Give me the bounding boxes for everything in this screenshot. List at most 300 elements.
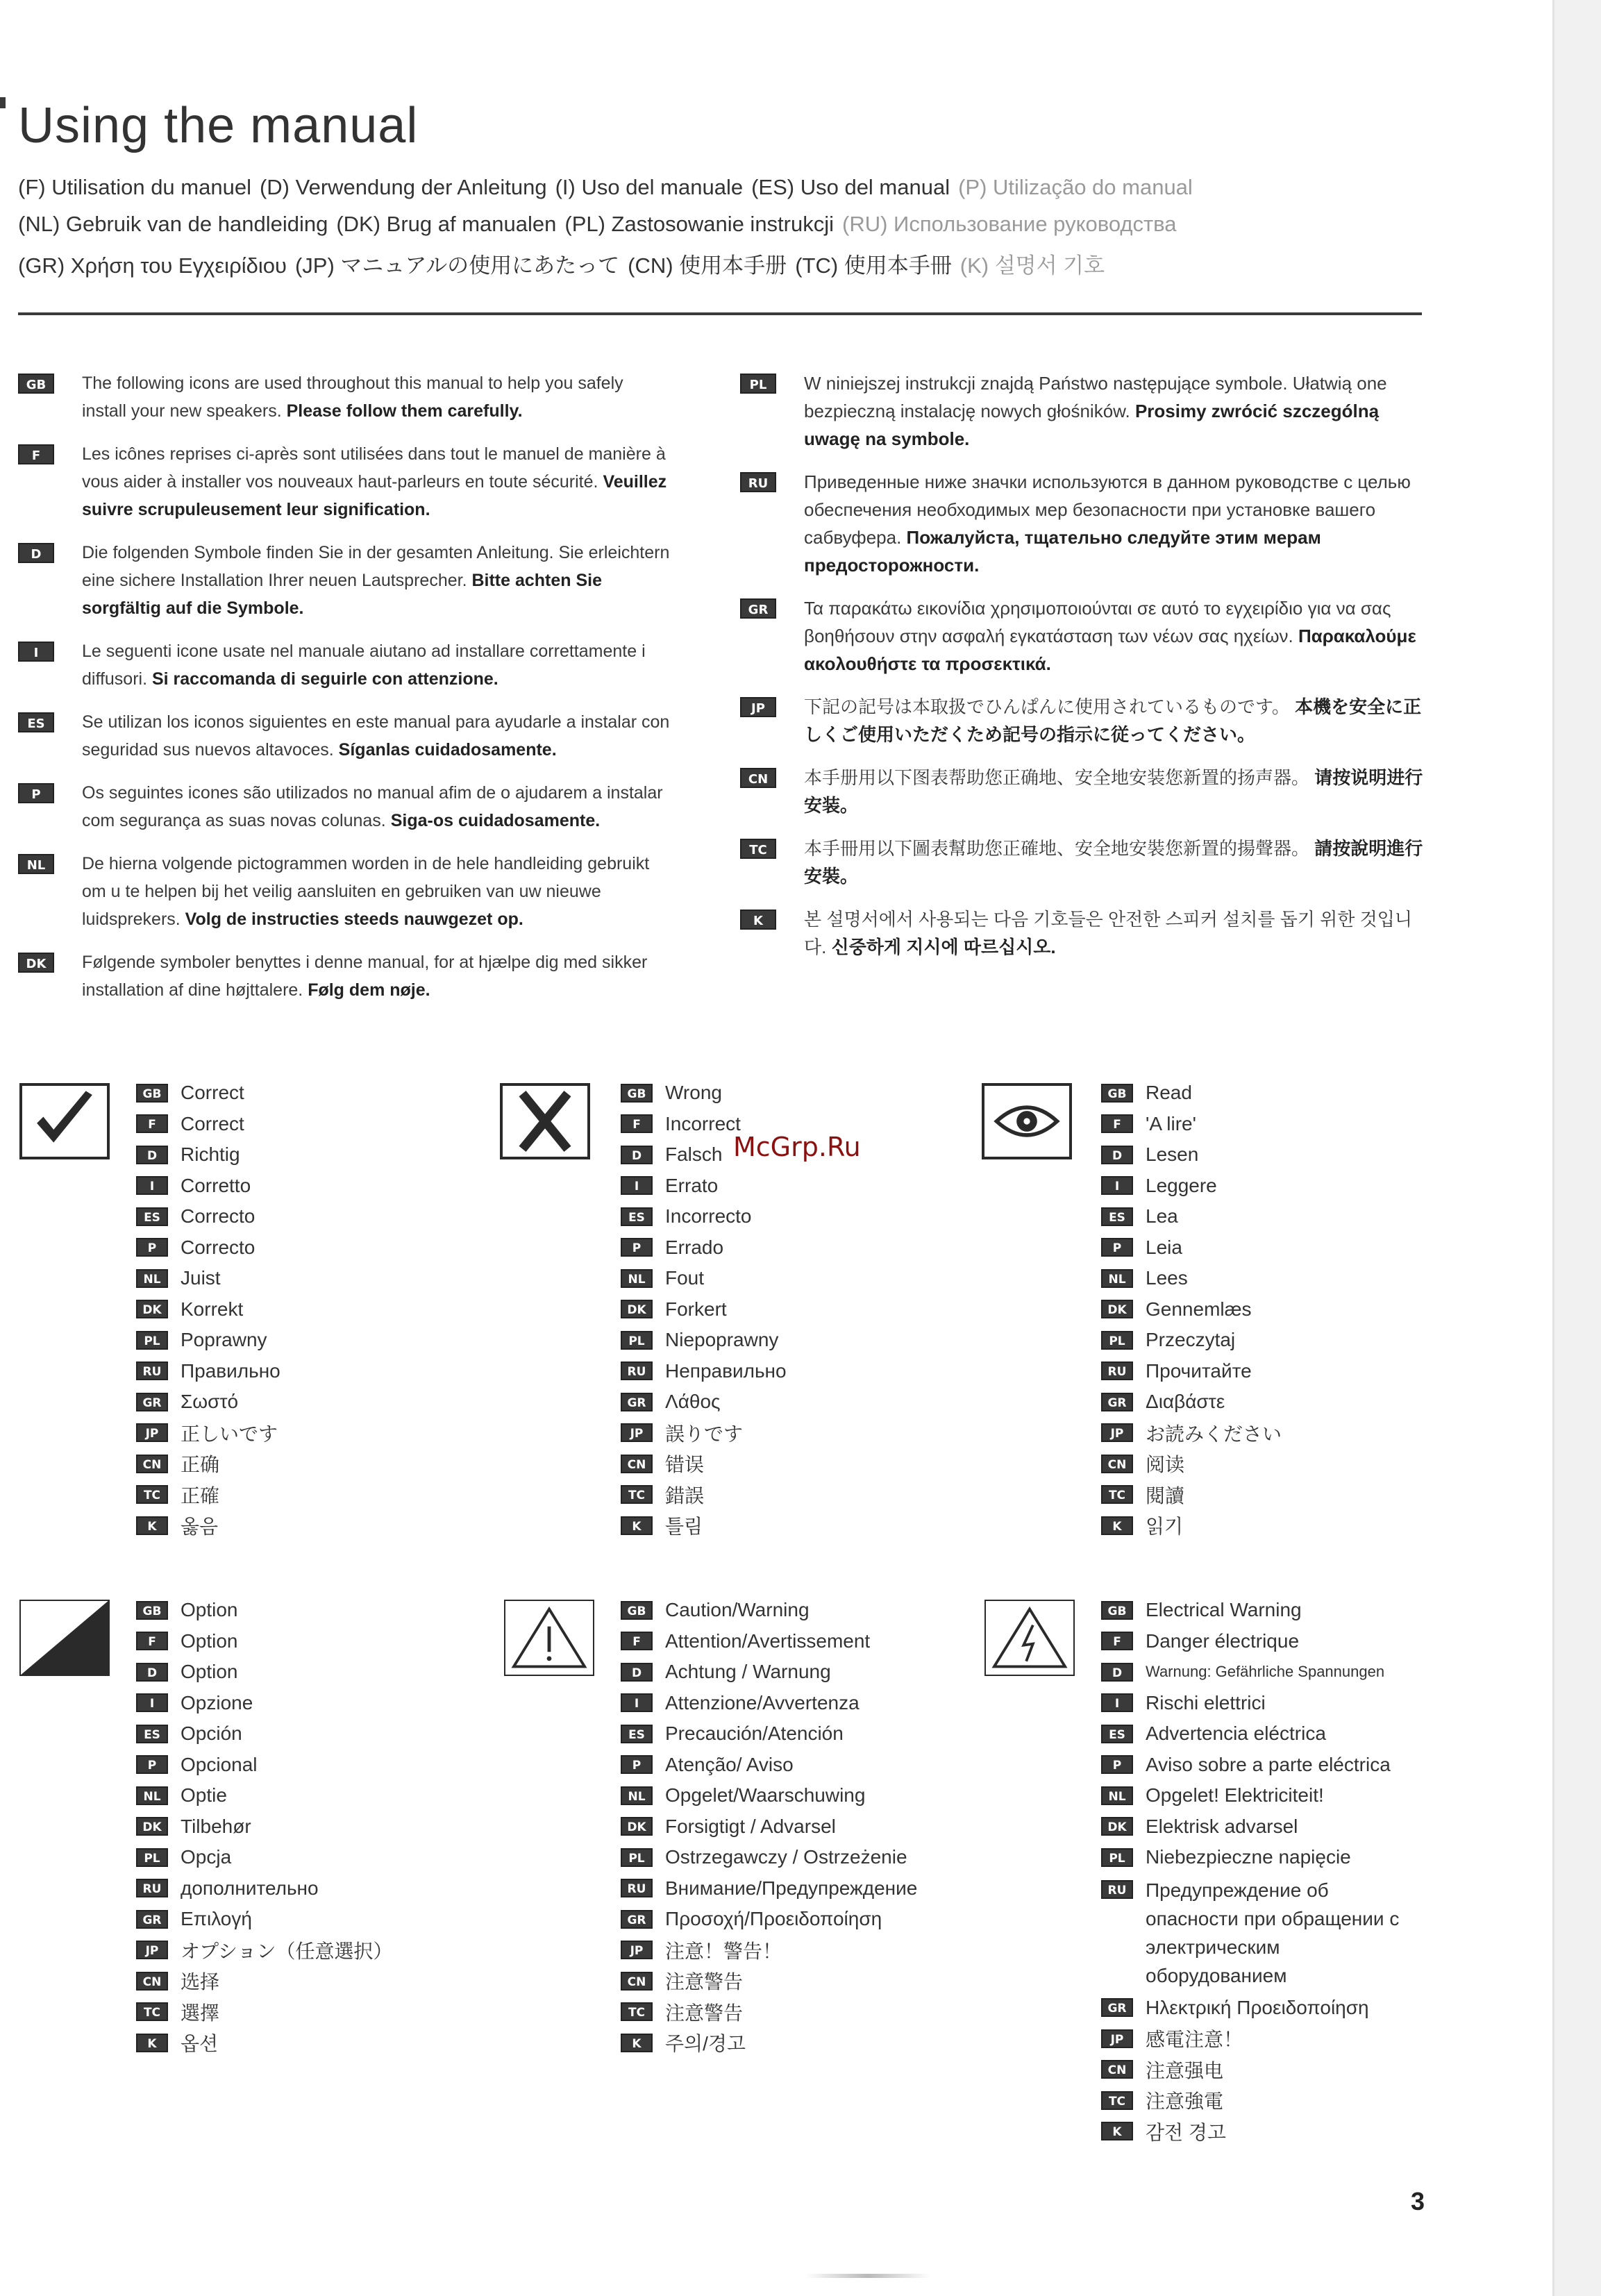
legend-row [136,1595,392,1626]
legend-row [621,1657,917,1688]
eye-icon [982,1083,1072,1159]
legend-row [136,1811,392,1843]
intro-paragraph [18,440,671,523]
legend-row [1101,1595,1423,1626]
legend-row [136,1904,392,1935]
legend-row [136,1997,392,2028]
legend-row [1101,1448,1282,1480]
legend-label: Advertencia eléctrica [1146,1723,1326,1745]
legend-row [1101,1510,1282,1541]
legend-label: Errado [665,1236,724,1258]
intro-bold-text: Παρακαλούμε ακολουθήστε τα προσεκτικά. [804,626,1416,674]
legend-label: 읽기 [1146,1516,1184,1538]
checkmark-icon [19,1083,110,1159]
legend-label: 正しいです [181,1423,278,1445]
legend-label: 正確 [181,1484,220,1507]
legend-label: Poprawny [181,1329,267,1351]
legend-row [621,1780,917,1811]
language-badge: NL [136,1269,168,1288]
language-badge: GR [136,1910,168,1929]
legend-label: Fout [665,1267,705,1289]
legend-label: Σωστό [181,1391,239,1413]
language-badge: CN [621,1455,653,1473]
legend-row [621,1448,787,1480]
intro-text [804,838,1423,887]
legend-row [136,1232,280,1264]
legend-label: 錯誤 [665,1484,705,1507]
legend-label: Gennemlæs [1146,1298,1252,1320]
legend-row [1101,1263,1282,1294]
intro-bold-text: 請按說明進行安裝。 [804,838,1423,887]
language-badge: PL [1101,1848,1133,1867]
language-badge: DK [1101,1300,1133,1318]
language-badge: K [740,910,776,930]
legend-label: Διαβάστε [1146,1391,1225,1413]
language-badge: GR [136,1393,168,1411]
legend-row [621,1842,917,1873]
watermark: McGrp.Ru [733,1132,861,1162]
language-badge: TC [740,839,776,859]
language-badge: K [136,1516,168,1535]
legend-label: 옳음 [181,1516,219,1538]
legend-row [621,1386,787,1418]
intro-normal-text: Les icônes reprises ci-après sont utilisées dans tout le manuel de manière à vous aider à installer vos nouveaux haut-parleurs en toute sécurité. [82,444,666,492]
legend-row [1101,1201,1282,1232]
legend-label: 'A lire' [1146,1112,1196,1134]
legend-label: Atenção/ Aviso [665,1753,794,1775]
language-badge: D [18,543,54,563]
legend-row [136,1078,280,1109]
language-badge: K [1101,1516,1133,1535]
language-badge: JP [1101,1423,1133,1442]
language-badge: P [621,1238,653,1257]
language-badge: GB [136,1601,168,1620]
legend-row [621,1718,917,1750]
language-badge: DK [621,1817,653,1836]
legend-label: 注意警告 [665,1971,744,1993]
legend-label: Incorrect [665,1112,741,1134]
intro-bold-text: Пожалуйста, тщательно следуйте этим мерам предосторожности. [804,527,1321,576]
legend-row [136,1448,280,1480]
language-badge: RU [740,472,776,492]
legend-row [1101,1171,1282,1202]
legend-label: 正确 [181,1454,220,1476]
margin-mark [0,97,6,108]
language-badge: D [621,1663,653,1682]
intro-bold-text: Volg de instructies steeds nauwgezet op. [185,910,523,929]
language-badge: F [1101,1632,1133,1650]
language-badge: CN [136,1455,168,1473]
legend-row [621,1688,917,1719]
legend-label: 選擇 [181,2002,220,2024]
legend-row [1101,1626,1423,1657]
legend-row [621,1418,787,1449]
language-badge: ES [18,712,54,732]
intro-normal-text: Le seguenti icone usate nel manuale aiutano ad installare correttamente i diffusori. [82,642,646,689]
language-badge: I [1101,1176,1133,1195]
legend-label: 注意警告 [665,2002,744,2024]
language-badge: I [621,1693,653,1712]
intro-normal-text: De hierna volgende pictogrammen worden in de hele handleiding gebruikt om u te helpen bij het veilig aansluiten en gebruiken van uw nieuwe luidsprekers. [82,854,650,929]
legend-row [1101,1294,1282,1325]
legend-row [1101,1386,1282,1418]
legend-row [1101,2054,1423,2086]
language-badge: DK [1101,1817,1133,1836]
language-badge: K [1101,2122,1133,2140]
intro-text [82,444,667,519]
legend-row [1101,1688,1423,1719]
intro-bold-text: Siga-os cuidadosamente. [390,811,601,830]
legend-row [136,1171,280,1202]
language-badge: P [136,1755,168,1774]
legend-label: Korrekt [181,1298,244,1320]
legend-caution [621,1595,917,2059]
language-badge: RU [1101,1880,1133,1899]
legend-label: Leia [1146,1236,1182,1258]
language-badge: P [1101,1238,1133,1257]
intro-normal-text: Приведенные ниже значки используются в данном руководстве с целью обеспечения необходимых мер безопасности при установке вашего сабвуфера. [804,471,1411,548]
language-badge: TC [1101,2091,1133,2110]
intro-text [82,783,663,830]
legend-row [1101,1418,1282,1449]
intro-paragraph [740,369,1427,453]
legend-label: 错误 [665,1454,705,1476]
language-badge: JP [1101,2029,1133,2048]
legend-label: Niebezpieczne napięcie [1146,1846,1351,1868]
lang-heading: (DK) Brug af manualen [336,212,557,236]
intro-paragraph [740,835,1427,890]
legend-label: Niepoprawny [665,1329,779,1351]
lang-line-3 [18,248,1113,279]
language-badge: NL [1101,1786,1133,1805]
intro-text [804,767,1423,816]
language-badge: DK [18,953,54,973]
intro-bold-text: Veuillez suivre scrupuleusement leur signification. [82,472,667,519]
intro-normal-text: Følgende symboler benyttes i denne manual, for at hjælpe dig med sikker installation af dine højttalere. [82,953,648,1000]
legend-row [1101,1325,1282,1356]
language-badge: D [621,1146,653,1164]
legend-label: 誤りです [665,1423,744,1445]
language-badge: P [18,783,54,803]
legend-row [621,1966,917,1997]
legend-row [136,1263,280,1294]
language-badge: CN [740,768,776,788]
legend-row [621,1997,917,2028]
intro-paragraph [18,708,671,764]
intro-bold-text: 请按说明进行安装。 [804,767,1423,816]
intro-text [82,642,646,689]
language-badge: TC [621,2002,653,2021]
language-badge: DK [136,1817,168,1836]
legend-option [136,1595,392,2059]
intro-normal-text: 下記の記号は本取扱でひんぱんに使用されているものです。 [804,696,1296,717]
legend-electrical [1101,1595,1423,2147]
language-badge: ES [621,1207,653,1226]
legend-label: Ηλεκτρική Προειδοποίηση [1146,1996,1369,2018]
legend-row [1101,1993,1423,2024]
page-edge [1552,0,1601,2296]
legend-label: Correct [181,1082,244,1104]
legend-row [136,1842,392,1873]
intro-paragraph [740,594,1427,678]
lang-heading: (I) Uso del manuale [555,175,744,199]
language-badge: RU [136,1361,168,1380]
legend-label: 感電注意！ [1146,2029,1243,2051]
legend-row [621,1510,787,1541]
intro-paragraph [740,693,1427,748]
legend-row [136,1325,280,1356]
legend-row [136,1873,392,1904]
legend-row [621,1626,917,1657]
language-badge: GR [1101,1998,1133,2017]
lang-heading: (NL) Gebruik van de handleiding [18,212,328,236]
language-badge: JP [136,1941,168,1959]
language-badge: P [621,1755,653,1774]
legend-row [621,1811,917,1843]
legend-row [1101,1232,1282,1264]
lang-line-1 [18,175,1201,200]
language-badge: GB [136,1084,168,1103]
legend-label: 주의/경고 [665,2033,746,2055]
legend-label: Неправильно [665,1359,787,1382]
legend-row [1101,1780,1423,1811]
intro-right-column [740,369,1427,976]
legend-label: Forkert [665,1298,727,1320]
legend-label: Przeczytaj [1146,1329,1236,1351]
intro-bold-text: 신중하게 지시에 따르십시오. [831,937,1056,957]
language-badge: GR [740,598,776,619]
legend-row [136,1935,392,1966]
legend-row [136,1626,392,1657]
language-badge: F [136,1632,168,1650]
legend-row [136,1480,280,1511]
intro-text [804,471,1411,576]
lang-heading: (TC) 使用本手冊 [795,253,952,278]
language-badge: ES [136,1207,168,1226]
legend-label: お読みください [1146,1423,1282,1445]
language-badge: GR [621,1393,653,1411]
language-badge: ES [1101,1725,1133,1743]
intro-bold-text: Síganlas cuidadosamente. [338,740,557,760]
language-badge: D [136,1663,168,1682]
legend-row [136,1418,280,1449]
legend-label: Leggere [1146,1174,1217,1196]
legend-label: 注意強電 [1146,2090,1224,2113]
legend-label: Opción [181,1723,242,1745]
language-badge: CN [1101,2060,1133,2079]
intro-paragraph [18,637,671,693]
language-badge: K [621,1516,653,1535]
intro-paragraph [18,948,671,1004]
legend-label: Richtig [181,1143,240,1166]
lang-heading: (K) 설명서 기호 [959,253,1105,278]
language-badge: ES [136,1725,168,1743]
language-badge: D [1101,1663,1133,1682]
legend-label: Incorrecto [665,1205,752,1227]
language-badge: TC [1101,1485,1133,1504]
intro-normal-text: 本手册用以下图表帮助您正确地、安全地安装您新置的扬声器。 [804,767,1315,788]
language-badge: CN [1101,1455,1133,1473]
legend-row [621,1904,917,1935]
legend-label: Option [181,1661,238,1683]
legend-read [1101,1078,1282,1541]
legend-label: Opcja [181,1846,232,1868]
legend-label: 옵션 [181,2033,219,2055]
legend-label: 감전 경고 [1146,2121,1226,2143]
intro-text [804,696,1421,745]
intro-paragraph [18,850,671,933]
legend-row [621,1325,787,1356]
legend-row [136,1294,280,1325]
language-badge: CN [621,1972,653,1991]
page-number: 3 [1411,2187,1425,2215]
intro-bold-text: Please follow them carefully. [286,401,523,421]
legend-label: Option [181,1629,238,1652]
legend-label: Aviso sobre a parte eléctrica [1146,1753,1391,1775]
language-badge: P [136,1238,168,1257]
electrical-warning-icon [984,1600,1075,1676]
legend-label: オプション（任意選択） [181,1940,393,1962]
legend-row [1101,2116,1423,2147]
language-badge: PL [740,374,776,394]
legend-row [136,1688,392,1719]
intro-text [804,598,1416,674]
legend-label: Attention/Avertissement [665,1629,871,1652]
language-badge: GR [1101,1393,1133,1411]
lang-heading: (JP) マニュアルの使用にあたって [294,253,620,278]
intro-text [804,373,1387,449]
legend-row [136,1718,392,1750]
legend-row [1101,2023,1423,2054]
language-badge: DK [621,1300,653,1318]
language-badge: JP [621,1423,653,1442]
language-badge: JP [740,697,776,717]
legend-label: Предупреждение об опасности при обращении с электрическим оборудованием [1146,1879,1400,1986]
legend-row [621,1595,917,1626]
legend-row [621,1171,787,1202]
intro-normal-text: 本手冊用以下圖表幫助您正確地、安全地安裝您新置的揚聲器。 [804,838,1315,859]
legend-correct [136,1078,280,1541]
legend-label: Προσοχή/Προειδοποίηση [665,1908,882,1930]
language-badge: F [621,1632,653,1650]
language-badge: RU [621,1361,653,1380]
intro-text [804,909,1412,957]
legend-label: Внимание/Предупреждение [665,1877,918,1899]
legend-label: Lesen [1146,1143,1199,1166]
language-badge: PL [621,1331,653,1350]
lang-line-2 [18,212,1185,237]
intro-bold-text: 本機を安全に正しくご使用いただくため記号の指示に従ってください。 [804,696,1422,745]
language-badge: NL [621,1786,653,1805]
page-title: Using the manual [18,98,419,153]
legend-label: Juist [181,1267,221,1289]
intro-paragraph [18,369,671,425]
legend-label: Opzione [181,1691,253,1713]
intro-bold-text: Si raccomanda di seguirle con attenzione. [151,669,498,689]
intro-normal-text: The following icons are used throughout this manual to help you safely install your new speakers. [82,374,623,421]
legend-label: Danger électrique [1146,1629,1300,1652]
legend-row [621,1263,787,1294]
intro-normal-text: Se utilizan los iconos siguientes en este manual para ayudarle a instalar con seguridad sus nuevos altavoces. [82,712,670,760]
lang-heading: (F) Utilisation du manuel [18,175,251,199]
legend-label: Warnung: Gefährliche Spannungen [1146,1663,1385,1681]
legend-row [1101,1811,1423,1843]
language-badge: I [136,1693,168,1712]
legend-row [1101,1078,1282,1109]
legend-label: Επιλογή [181,1908,252,1930]
legend-row [136,1386,280,1418]
legend-row [136,1510,280,1541]
intro-bold-text: Følg dem nøje. [308,980,430,1000]
intro-normal-text: 본 설명서에서 사용되는 다음 기호들은 안전한 스피커 설치를 돕기 위한 것입니다. [804,909,1412,957]
language-badge: GB [621,1601,653,1620]
legend-row [136,1356,280,1387]
legend-row [136,1780,392,1811]
legend-row [1101,1750,1423,1781]
legend-label: Rischi elettrici [1146,1691,1266,1713]
legend-label: 阅读 [1146,1454,1185,1476]
intro-text [82,712,669,760]
legend-label: 注意！警告！ [665,1940,782,1962]
intro-paragraph [18,779,671,835]
lang-heading: (RU) Использование руководства [842,212,1177,236]
legend-row [1101,1139,1282,1171]
intro-text [82,854,649,929]
legend-row [136,1139,280,1171]
legend-label: Precaución/Atención [665,1723,844,1745]
legend-label: Correct [181,1112,244,1134]
language-badge: RU [621,1879,653,1897]
language-badge: GB [1101,1601,1133,1620]
legend-label: 选择 [181,1971,220,1993]
language-badge: F [136,1114,168,1133]
lang-heading: (D) Verwendung der Anleitung [259,175,547,199]
language-badge: F [621,1114,653,1133]
legend-label: Прочитайте [1146,1359,1252,1382]
language-badge: CN [136,1972,168,1991]
legend-label: Wrong [665,1082,722,1104]
legend-label: Attenzione/Avvertenza [665,1691,860,1713]
intro-text [82,374,623,421]
intro-paragraph [740,905,1427,961]
legend-row [621,1294,787,1325]
intro-paragraph [18,539,671,622]
language-badge: K [136,2034,168,2052]
legend-row [136,1966,392,1997]
header-rule [18,312,1422,315]
legend-row [621,1873,917,1904]
language-badge: ES [621,1725,653,1743]
legend-row [621,1232,787,1264]
language-badge: NL [136,1786,168,1805]
intro-bold-text: Prosimy zwrócić szczególną uwagę na symbole. [804,401,1380,449]
language-badge: D [136,1146,168,1164]
language-badge: P [1101,1755,1133,1774]
legend-row [1101,1109,1282,1140]
language-badge: PL [621,1848,653,1867]
language-badge: I [621,1176,653,1195]
language-badge: DK [136,1300,168,1318]
intro-normal-text: Die folgenden Symbole finden Sie in der gesamten Anleitung. Sie erleichtern eine sichere Installation Ihrer neuen Lautsprecher. [82,543,670,590]
language-badge: K [621,2034,653,2052]
language-badge: GR [621,1910,653,1929]
legend-row [1101,1657,1423,1688]
language-badge: ES [1101,1207,1133,1226]
legend-label: Errato [665,1174,719,1196]
legend-row [621,1750,917,1781]
lang-heading: (ES) Uso del manual [751,175,950,199]
intro-paragraph [740,764,1427,819]
